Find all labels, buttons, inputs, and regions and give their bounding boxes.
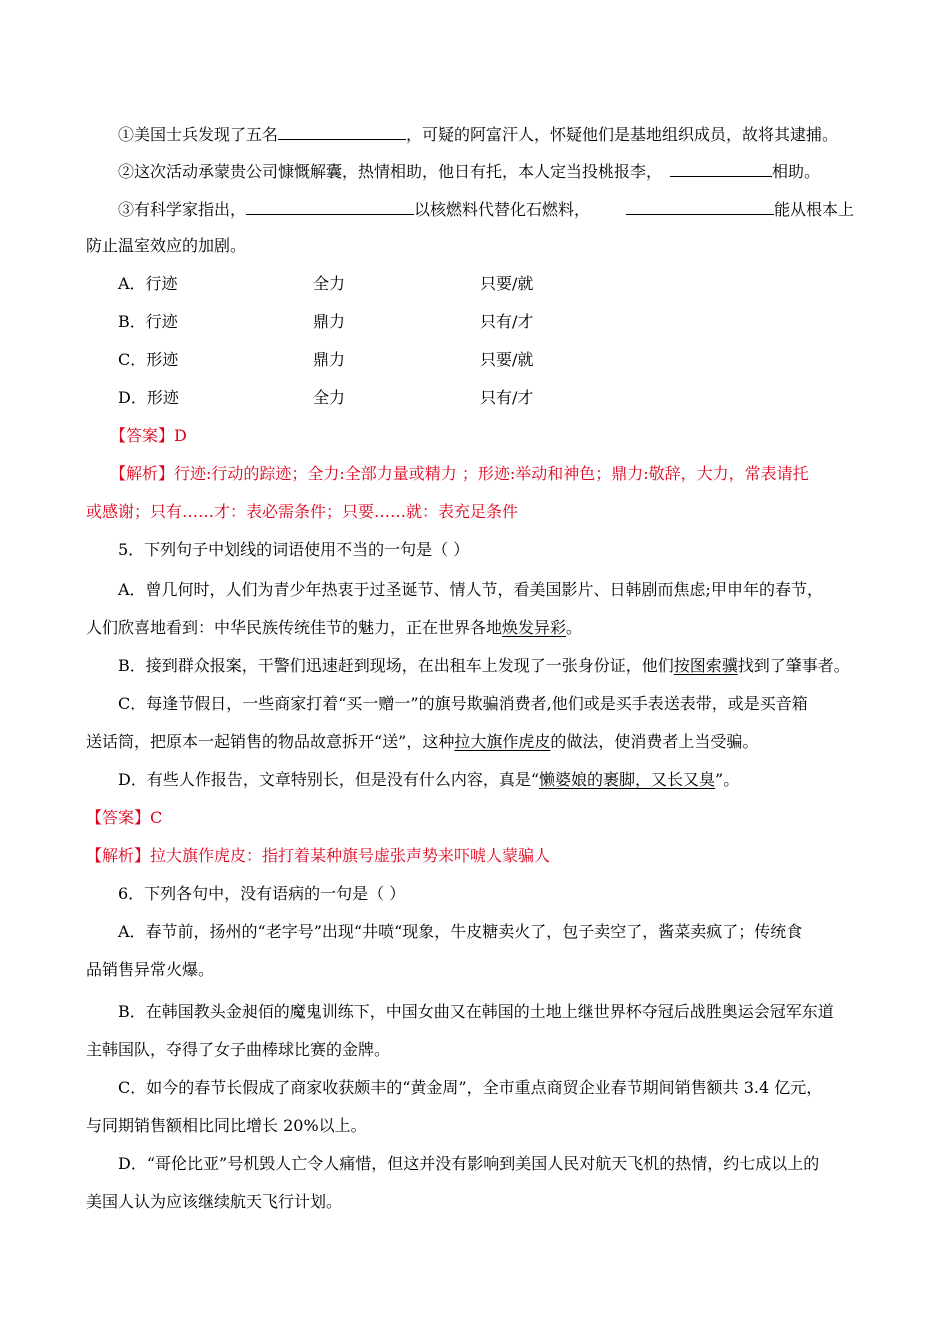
fill-blank-2 — [670, 159, 772, 177]
q5-option-c-line-2 — [86, 731, 758, 753]
q5-option-c-line-1: C．每逢节假日，一些商家打着“买一赠一”的旗号欺骗消费者,他们或是买手表送表带，或是买音箱 — [118, 694, 808, 713]
q5-option-b-line-1 — [118, 655, 850, 677]
q6-option-c-line-1: C．如今的春节长假成了商家收获颇丰的“黄金周”，全市重点商贸企业春节期间销售额共 3.4 亿元， — [118, 1078, 823, 1097]
answer-q5: 【答案】C — [86, 808, 163, 827]
sentence-2-part-b: 相助。 — [772, 162, 821, 181]
fill-blank-3 — [246, 197, 414, 215]
q5-option-d-line-1 — [118, 769, 739, 791]
sentence-1-part-b: ，可疑的阿富汗人，怀疑他们是基地组织成员，故将其逮捕。 — [406, 125, 839, 144]
q6-option-b-line-2: 主韩国队，夺得了女子曲棒球比赛的金牌。 — [86, 1040, 391, 1059]
q5-option-b-underlined: 按图索骥 — [673, 656, 738, 675]
question-5-stem: 5．下列句子中划线的词语使用不当的一句是（ ） — [118, 540, 470, 559]
q5-option-c-underlined: 拉大旗作虎皮 — [454, 732, 551, 751]
sentence-3-part-b: 以核燃料代替化石燃料， — [414, 200, 591, 219]
q6-option-c-line-2: 与同期销售额相比同比增长 20%以上。 — [86, 1116, 367, 1135]
option-b-col2: 鼎力 — [313, 312, 346, 331]
sentence-3-part-a: ③有科学家指出， — [118, 200, 247, 219]
q6-option-d-line-2: 美国人认为应该继续航天飞行计划。 — [86, 1192, 343, 1211]
q5-option-a-end: 。 — [566, 618, 583, 637]
q6-option-b-line-1: B．在韩国教头金昶佰的魔鬼训练下，中国女曲又在韩国的土地上继世界杯夺冠后战胜奥运会冠军东道 — [118, 1002, 834, 1021]
option-b-col3: 只有/才 — [480, 312, 534, 331]
sentence-3-continued: 防止温室效应的加剧。 — [86, 236, 247, 255]
sentence-2-part-a: ②这次活动承蒙贵公司慷慨解囊，热情相助，他日有托，本人定当投桃报李， — [118, 162, 663, 181]
analysis-q5: 【解析】拉大旗作虎皮：指打着某种旗号虚张声势来吓唬人蒙骗人 — [86, 846, 551, 865]
q5-option-b-text: B．接到群众报案，干警们迅速赶到现场，在出租车上发现了一张身份证，他们 — [118, 656, 674, 675]
q6-option-a-line-1: A．春节前，扬州的“老字号”出现“井喷“现象，牛皮糖卖火了，包子卖空了，酱菜卖疯了；传统食 — [118, 922, 803, 941]
option-d-word: D．形迹 — [118, 388, 179, 407]
q5-option-a-underlined: 焕发异彩 — [502, 618, 567, 637]
option-d-col2: 全力 — [313, 388, 346, 407]
question-6-stem: 6．下列各句中，没有语病的一句是（ ） — [118, 884, 406, 903]
analysis-prev-line-2: 或感谢；只有……才：表必需条件；只要……就：表充足条件 — [86, 502, 519, 521]
q5-option-d-text: D．有些人作报告，文章特别长，但是没有什么内容，真是“ — [118, 770, 540, 789]
sentence-1-part-a: ①美国士兵发现了五名 — [118, 125, 279, 144]
q5-option-c-end: 的做法，使消费者上当受骗。 — [550, 732, 759, 751]
sentence-3 — [118, 197, 854, 221]
fill-blank-1 — [278, 122, 406, 140]
q5-option-b-end: 找到了肇事者。 — [737, 656, 850, 675]
q6-option-a-line-2: 品销售异常火爆。 — [86, 960, 215, 979]
sentence-3-part-c: 能从根本上 — [774, 200, 855, 219]
q6-option-d-line-1: D．“哥伦比亚”号机毁人亡令人痛惜，但这并没有影响到美国人民对航天飞机的热情，约七成以上的 — [118, 1154, 820, 1173]
q5-option-c-text: 送话筒，把原本一起销售的物品故意拆开“送”，这种 — [86, 732, 455, 751]
answer-prev: 【答案】D — [110, 426, 187, 445]
option-d-col3: 只有/才 — [480, 388, 534, 407]
q5-option-a-line-2 — [86, 617, 582, 639]
q5-option-d-end: ”。 — [715, 770, 740, 789]
option-c-col3: 只要/就 — [480, 350, 534, 369]
option-a-col3: 只要/就 — [480, 274, 534, 293]
option-c-word: C．形迹 — [118, 350, 179, 369]
analysis-prev-line-1: 【解析】行迹:行动的踪迹；全力:全部力量或精力 ；形迹:举动和神色；鼎力:敬辞，大力，常表请托 — [110, 464, 809, 483]
option-c-col2: 鼎力 — [313, 350, 346, 369]
option-a-word: A．行迹 — [118, 274, 178, 293]
q5-option-a-line-1: A．曾几何时，人们为青少年热衷于过圣诞节、情人节，看美国影片、日韩剧而焦虑;甲申年的春节， — [118, 580, 823, 599]
fill-blank-4 — [626, 197, 774, 215]
option-a-col2: 全力 — [313, 274, 346, 293]
option-b-word: B．行迹 — [118, 312, 178, 331]
sentence-1 — [118, 122, 838, 146]
q5-option-a-text: 人们欣喜地看到：中华民族传统佳节的魅力，正在世界各地 — [86, 618, 503, 637]
sentence-2 — [118, 159, 820, 183]
q5-option-d-underlined: 懒婆娘的裹脚，又长又臭 — [539, 770, 716, 789]
